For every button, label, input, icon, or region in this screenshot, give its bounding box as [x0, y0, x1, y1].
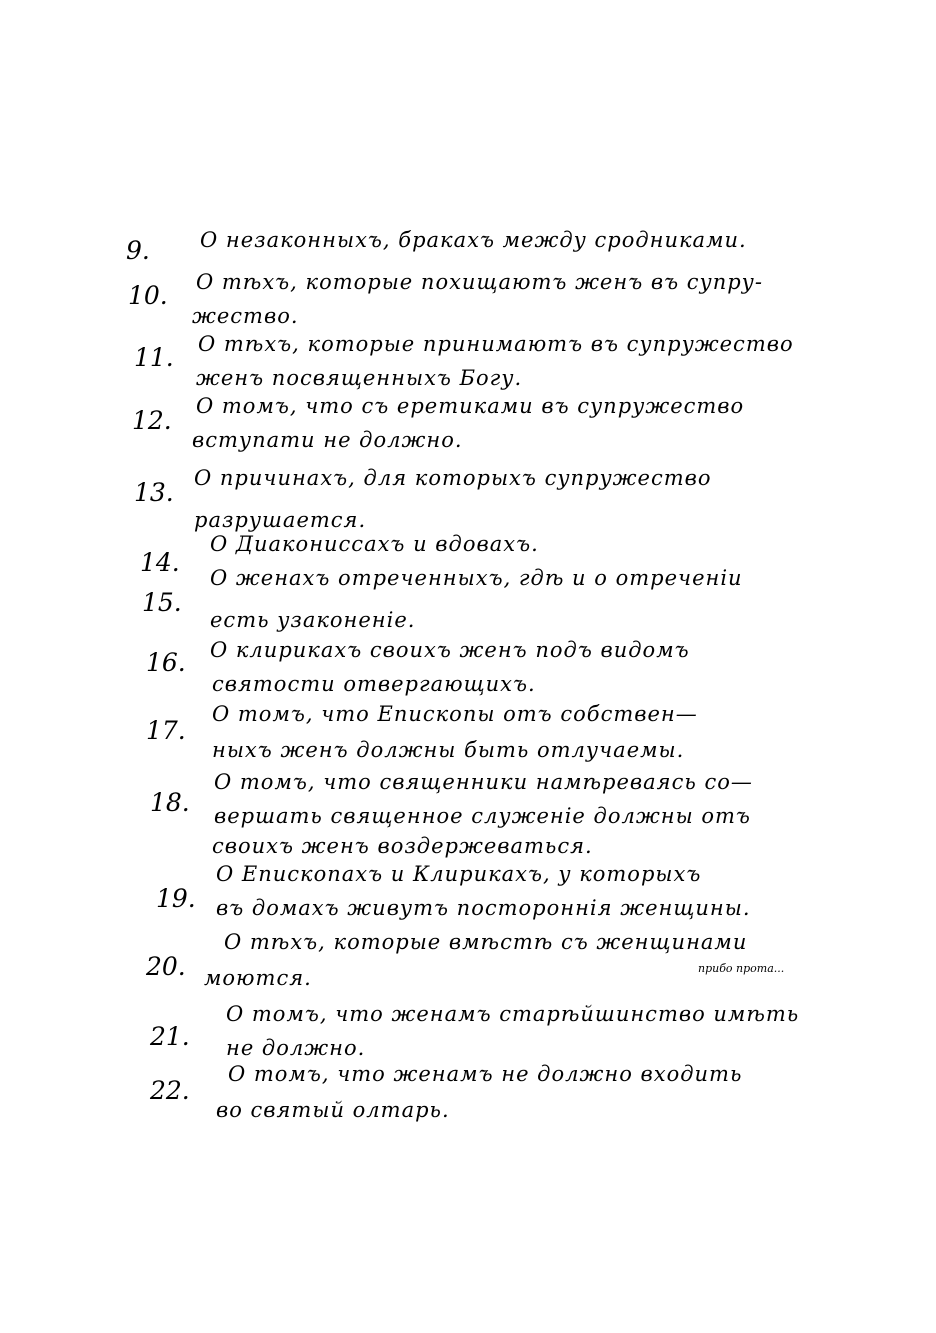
entry-20-line-2: моются. [204, 966, 312, 990]
entry-number-10: 10. [128, 281, 168, 310]
entry-17-line-1: О томъ, что Епископы отъ собствен— [212, 702, 698, 726]
entry-12-line-2: вступати не должно. [192, 428, 463, 452]
entry-20-line-1: О тѣхъ, которые вмѣстѣ съ женщинами [224, 930, 748, 954]
entry-22-line-1: О томъ, что женамъ не должно входить [228, 1062, 743, 1086]
entry-number-12: 12. [132, 406, 172, 435]
entry-number-9: 9. [126, 236, 150, 265]
entry-17-line-2: ныхъ женъ должны быть отлучаемы. [212, 738, 685, 762]
margin-note: прибо прота... [698, 962, 785, 975]
entry-21-line-1: О томъ, что женамъ старѣйшинство имѣть [226, 1002, 800, 1026]
entry-15-line-2: есть узаконеніе. [210, 608, 416, 632]
entry-number-17: 17. [146, 716, 186, 745]
entry-16-line-2: святости отвергающихъ. [212, 672, 536, 696]
entry-11-line-2: женъ посвященныхъ Богу. [196, 366, 523, 390]
entry-16-line-1: О клирикахъ своихъ женъ подъ видомъ [210, 638, 690, 662]
entry-10-line-2: жество. [192, 304, 299, 328]
entry-11-line-1: О тѣхъ, которые принимаютъ въ супружество [198, 332, 794, 356]
entry-number-18: 18. [150, 788, 190, 817]
entry-10-line-1: О тѣхъ, которые похищаютъ женъ въ супру- [196, 270, 763, 294]
entry-number-16: 16. [146, 648, 186, 677]
entry-12-line-1: О томъ, что съ еретиками въ супружество [196, 394, 745, 418]
entry-number-11: 11. [134, 343, 174, 372]
entry-number-19: 19. [156, 884, 196, 913]
entry-18-line-1: О томъ, что священники намѣреваясь со— [214, 770, 753, 794]
entry-number-15: 15. [142, 588, 182, 617]
entry-19-line-1: О Епископахъ и Клирикахъ, у которыхъ [216, 862, 702, 886]
entry-13-line-1: О причинахъ, для которыхъ супружество [194, 466, 712, 490]
entry-9-line-1: О незаконныхъ, бракахъ между сродниками. [200, 228, 747, 252]
entry-22-line-2: во святый олтарь. [216, 1098, 450, 1122]
entry-14-line-1: О Диакониссахъ и вдовахъ. [210, 532, 539, 556]
entry-number-22: 22. [150, 1076, 190, 1105]
entry-18-line-2: вершать священное служеніе должны отъ [214, 804, 751, 828]
entry-number-13: 13. [134, 478, 174, 507]
entry-number-14: 14. [140, 548, 180, 577]
entry-18-line-3: своихъ женъ воздержеваться. [212, 834, 593, 858]
entry-number-20: 20. [146, 952, 186, 981]
entry-21-line-2: не должно. [226, 1036, 366, 1060]
entry-number-21: 21. [150, 1022, 190, 1051]
entry-15-line-1: О женахъ отреченныхъ, гдѣ и о отреченіи [210, 566, 743, 590]
entry-19-line-2: въ домахъ живутъ постороннія женщины. [216, 896, 751, 920]
entry-13-line-2: разрушается. [194, 508, 367, 532]
